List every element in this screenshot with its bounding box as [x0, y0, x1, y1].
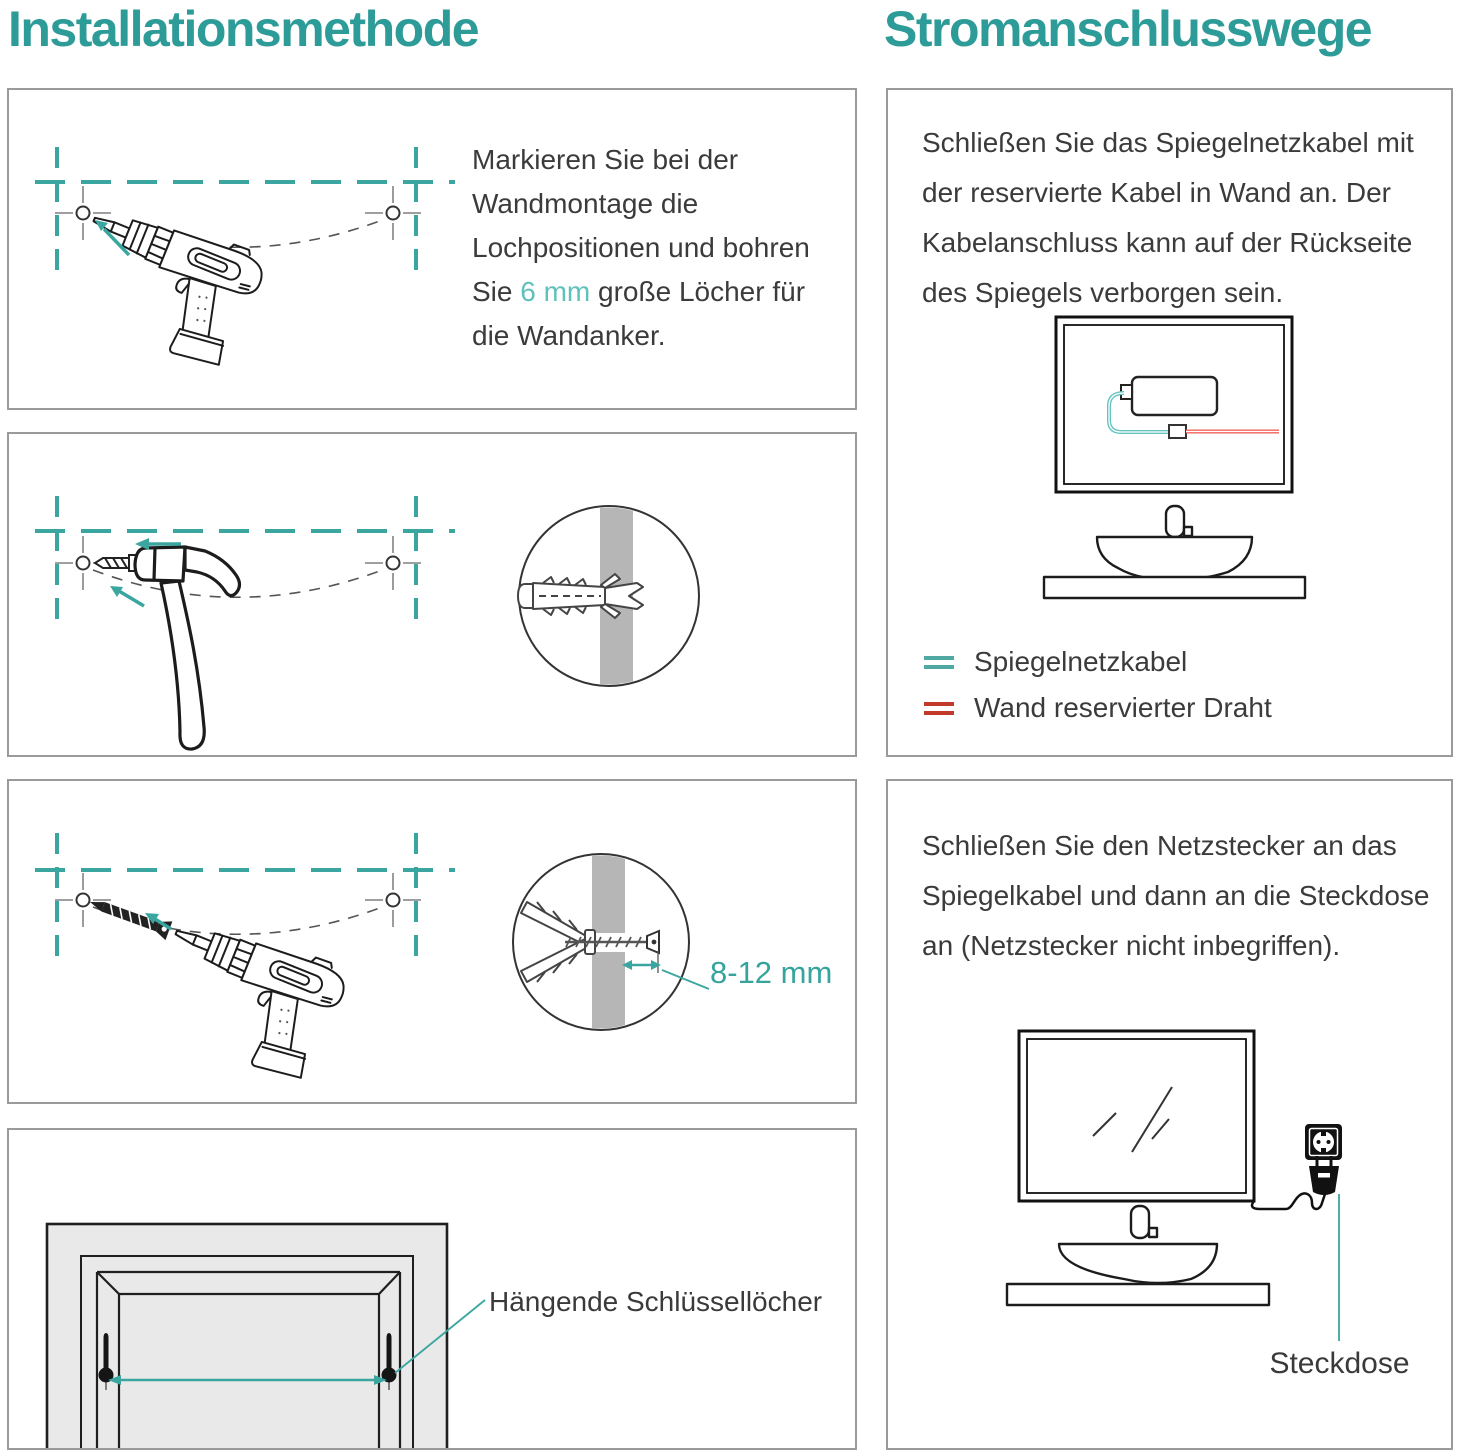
right-column-title: Stromanschlusswege: [884, 1, 1372, 57]
anchor-in-wall-detail: [518, 506, 699, 686]
plug-icon: [1309, 1156, 1339, 1195]
cable-connector: [1169, 425, 1186, 438]
left-column-title: Installationsmethode: [8, 1, 479, 57]
red-wire-swatch: [924, 702, 954, 715]
wall-anchor-icon: [95, 555, 136, 571]
teal-cable-swatch: [924, 656, 954, 669]
screw-protrusion-dimension: 8-12 mm: [710, 955, 833, 990]
hammer-anchor-illustration: [9, 434, 855, 755]
power-connection-text: Schließen Sie das Spiegelnetzkabel mit der reservierte Kabel in Wand an. Der Kabelanschluss kann auf der Rückseite des Spiegels verborgen sein.: [922, 127, 1414, 308]
led-driver-box: [1132, 377, 1217, 415]
step1-text: Markieren Sie bei der Wandmontage die Lochpositionen und bohren Sie 6 mm große Löcher für die Wandanker.: [472, 144, 810, 351]
plug-socket-panel: [886, 779, 1453, 1450]
screw-drill-illustration: [9, 781, 855, 1102]
step3-panel: [7, 779, 857, 1104]
socket-icon: [1305, 1124, 1342, 1160]
legend-item-wall-wire: Wand reservierter Draht: [924, 692, 1272, 724]
sink-icon: [1007, 1206, 1269, 1305]
step4-panel: [7, 1128, 857, 1450]
anchor-expanded-detail: [513, 854, 709, 1034]
legend-item-mirror-cable: Spiegelnetzkabel: [924, 646, 1187, 678]
sink-icon: [1044, 506, 1305, 598]
drill-icon: [59, 192, 270, 373]
plug-socket-text: Schließen Sie den Netzstecker an das Spiegelkabel und dann an die Steckdose an (Netzstecker nicht inbegriffen).: [922, 830, 1430, 961]
power-connection-panel: [886, 88, 1453, 757]
dimension-arrow-icon: [622, 960, 709, 989]
plug-cable: [1252, 1193, 1325, 1209]
drill-diameter-value: 6 mm: [520, 276, 591, 307]
keyhole-label: Hängende Schlüssellöcher: [489, 1286, 823, 1317]
step1-panel: [7, 88, 857, 410]
drill-icon: [141, 905, 352, 1086]
socket-label: Steckdose: [1269, 1347, 1410, 1380]
step2-panel: [7, 432, 857, 757]
hammer-icon: [135, 547, 240, 749]
